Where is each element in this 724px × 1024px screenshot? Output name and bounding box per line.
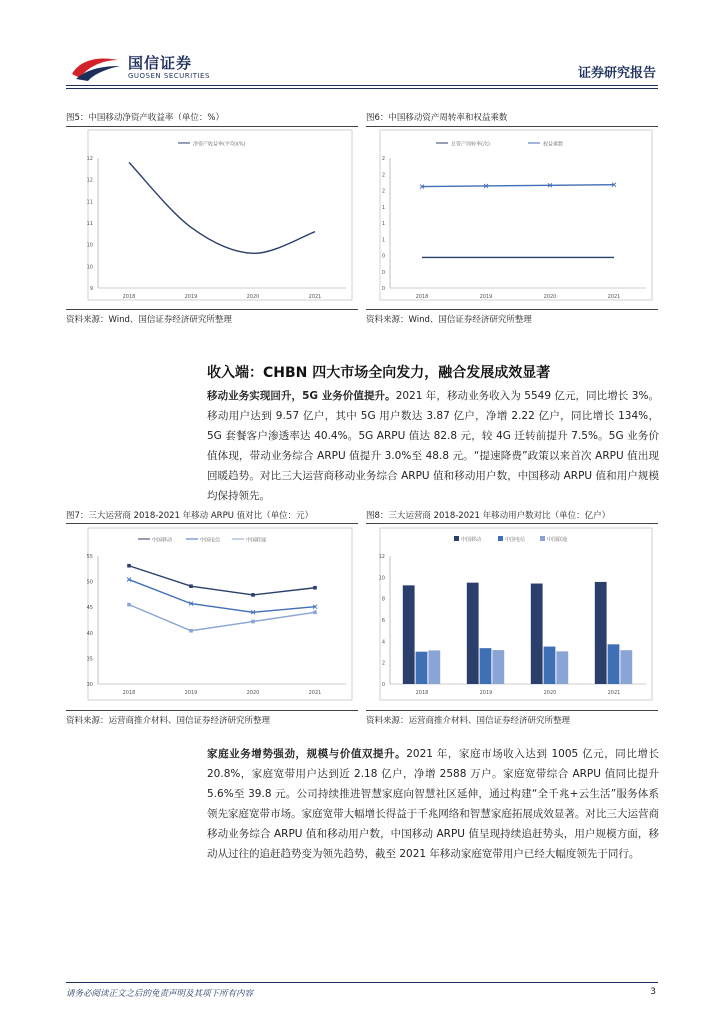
brand-name-cn: 国信证券 [128, 54, 193, 72]
fig7-ytick-label: 55 [86, 554, 93, 560]
fig7-title: 图7：三大运营商 2018-2021 年移动 ARPU 值对比（单位：元） [66, 511, 314, 521]
fig7-point-marker [189, 584, 193, 588]
fig8-bar-1 [595, 582, 607, 684]
section-title: 收入端：CHBN 四大市场全向发力，融合发展成效显著 [207, 365, 551, 381]
paragraph-home [207, 744, 659, 864]
paragraph-mobile-lead: 移动业务实现回升，5G 业务价值提升。 [207, 390, 396, 402]
fig8-bar-1 [467, 583, 479, 684]
fig6-xtick-label: 2020 [543, 294, 557, 300]
fig7-legend [138, 537, 266, 544]
guosen-logo-icon [70, 52, 122, 82]
fig8-ytick-label: 10 [378, 575, 385, 582]
fig5-ytick-label: 12 [86, 177, 93, 184]
fig6-ytick-label: 0 [381, 286, 385, 292]
fig6-title-rule [366, 126, 658, 127]
header-divider [66, 85, 658, 86]
fig6-chart [366, 128, 658, 308]
fig7-point-marker [127, 603, 131, 607]
fig6-xtick-label: 2019 [479, 294, 493, 300]
fig7-point-marker [189, 629, 193, 633]
fig7-point-marker [313, 611, 317, 615]
fig8-xtick-label: 2019 [479, 690, 493, 696]
fig8-bar-2 [544, 647, 556, 684]
fig8-legend-label-2: 中国电信 [505, 537, 526, 543]
fig8-legend-swatch-2 [498, 536, 503, 541]
fig8-bar-3 [620, 650, 632, 684]
fig6-ytick-label: 1 [381, 237, 385, 244]
fig5-chart-frame [88, 130, 352, 300]
fig8-bar-1 [531, 584, 543, 684]
brand-name-en: GUOSEN SECURITIES [128, 72, 210, 80]
fig5-bottom-rule [66, 309, 358, 310]
page-number: 3 [650, 987, 656, 997]
fig8-ytick-label: 12 [378, 554, 385, 560]
fig8-title-rule [366, 523, 658, 524]
fig7-point-marker [127, 564, 131, 568]
fig5-ytick-label: 12 [86, 156, 93, 162]
fig5-ytick-label: 10 [86, 264, 93, 271]
fig5-source: 资料来源：Wind、国信证券经济研究所整理 [66, 315, 232, 325]
paragraph-home-lead: 家庭业务增势强劲，规模与价值双提升。 [207, 748, 407, 760]
fig6-ytick-label: 2 [381, 172, 385, 179]
fig5-ytick-label: 11 [86, 199, 93, 206]
fig7-legend-label-2: 中国电信 [200, 537, 221, 544]
fig8-ytick-label: 8 [381, 596, 385, 603]
paragraph-mobile-body: 2021 年，移动业务收入为 5549 亿元，同比增长 3%。移动用户达到 9.57 亿户，其中 5G 用户数达 3.87 亿户，净增 2.22 亿户，同比增长 134%，5G 套餐客户渗透率达 40.4%。5G ARPU 值达 82.8 元，较 4G 迁转前提升 7.5%。5G 业务价值体现，带动业务综合 ARPU 值提升 3.0%至 48.8 元。“提速降费”政策以来首次 ARPU 值出现回暖趋势。对比三大运营商移动业务综合 ARPU 值和移动用户数，中国移动 ARPU 值和用户规模均保持领先。 [207, 390, 659, 502]
fig7-xtick-label: 2020 [246, 690, 260, 696]
fig8-bar-3 [556, 651, 568, 684]
fig8-chart [366, 526, 658, 708]
fig8-legend [454, 536, 567, 543]
fig7-legend-label-3: 中国联通 [246, 537, 267, 544]
fig6-chart-frame [380, 130, 652, 300]
fig6-ytick-label: 1 [381, 221, 385, 227]
fig5-ytick-label: 11 [86, 221, 93, 227]
fig8-bar-1 [403, 585, 415, 684]
page-header [0, 0, 724, 90]
fig5-xtick-label: 2018 [122, 294, 136, 300]
fig6-legend-label-2: 权益乘数 [543, 141, 564, 148]
fig7-xtick-label: 2019 [184, 690, 198, 696]
fig8-bar-2 [608, 644, 620, 684]
footer-disclaimer: 请务必阅读正文之后的免责声明及其项下所有内容 [66, 989, 254, 999]
fig6-bottom-rule [366, 309, 658, 310]
fig6-ytick-label: 0 [381, 253, 385, 260]
fig7-ytick-label: 35 [86, 656, 93, 663]
fig7-bottom-rule [66, 710, 358, 711]
fig5-title-rule [66, 126, 358, 127]
fig8-source: 资料来源：运营商推介材料、国信证券经济研究所整理 [366, 716, 571, 726]
fig8-bar-2 [416, 652, 428, 684]
fig7-ytick-label: 45 [86, 605, 93, 612]
fig6-ytick-label: 1 [381, 204, 385, 211]
fig6-ytick-label: 2 [381, 156, 385, 162]
fig8-xtick-label: 2018 [415, 690, 429, 696]
fig5-xtick-label: 2021 [308, 294, 322, 300]
fig8-ytick-label: 6 [381, 618, 385, 624]
fig8-ytick-label: 4 [381, 639, 385, 646]
paragraph-home-body: 2021 年，家庭市场收入达到 1005 亿元，同比增长 20.8%，家庭宽带用户达到近 2.18 亿户，净增 2588 万户。家庭宽带综合 ARPU 值同比提升 5.6%至 39.8 元。公司持续推进智慧家庭向智慧社区延伸，通过构建“全千兆+云生活”服务体系领先家庭宽带市场。家庭宽带大幅增长得益于千兆网络和智慧家庭拓展成效显著。对比三大运营商移动业务综合 ARPU 值和移动用户数，中国移动 ARPU 值呈现持续追赶势头，用户规模方面，移动从过往的追赶趋势变为领先趋势，截至 2021 年移动家庭宽带用户已经大幅度领先于同行。 [207, 748, 659, 860]
fig8-legend-label-3: 中国联通 [547, 537, 568, 543]
fig5-ytick-label: 9 [89, 286, 93, 292]
fig8-xtick-label: 2020 [543, 690, 557, 696]
fig8-bar-3 [492, 650, 504, 684]
fig5-ytick-label: 10 [86, 242, 93, 249]
fig8-xtick-label: 2021 [607, 690, 621, 696]
fig5-xtick-label: 2020 [246, 294, 260, 300]
fig8-bar-3 [428, 650, 440, 684]
fig7-legend-label-1: 中国移动 [152, 537, 173, 544]
fig5-legend-label: 净资产收益率(平均)(%) [193, 141, 246, 148]
fig6-source: 资料来源：Wind、国信证券经济研究所整理 [366, 315, 532, 325]
fig7-xtick-label: 2021 [308, 690, 322, 696]
fig5-title: 图5：中国移动净资产收益率（单位：%） [66, 113, 224, 123]
fig8-legend-swatch-1 [454, 536, 459, 541]
footer-divider [66, 982, 658, 983]
fig7-chart-frame [88, 528, 352, 700]
fig6-ytick-label: 0 [381, 269, 385, 276]
fig5-xtick-label: 2019 [184, 294, 198, 300]
fig8-ytick-label: 0 [381, 682, 385, 688]
fig8-bottom-rule [366, 710, 658, 711]
fig7-xtick-label: 2018 [122, 690, 136, 696]
fig6-xtick-label: 2018 [415, 294, 429, 300]
fig7-ytick-label: 30 [86, 682, 93, 688]
fig7-title-rule [66, 523, 358, 524]
fig6-legend-label-1: 总资产周转率(次) [451, 141, 490, 148]
fig7-chart [66, 526, 358, 708]
fig8-ytick-label: 2 [381, 660, 385, 667]
fig7-source: 资料来源：运营商推介材料、国信证券经济研究所整理 [66, 716, 271, 726]
fig8-title: 图8：三大运营商 2018-2021 年移动用户数对比（单位：亿户） [366, 511, 611, 521]
header-divider-thin [66, 88, 658, 89]
fig8-legend-swatch-3 [540, 536, 545, 541]
fig8-legend-label-1: 中国移动 [461, 537, 482, 543]
fig6-ytick-label: 2 [381, 188, 385, 195]
report-type: 证券研究报告 [577, 66, 656, 81]
paragraph-mobile [207, 386, 659, 506]
fig6-title: 图6：中国移动资产周转率和权益乘数 [366, 113, 508, 123]
fig7-point-marker [251, 593, 255, 597]
fig7-ytick-label: 40 [86, 630, 93, 637]
fig8-bar-2 [480, 648, 492, 684]
fig6-xtick-label: 2021 [607, 294, 621, 300]
fig5-chart [66, 128, 358, 308]
fig7-point-marker [313, 586, 317, 590]
fig7-ytick-label: 50 [86, 579, 93, 586]
fig7-point-marker [251, 620, 255, 624]
